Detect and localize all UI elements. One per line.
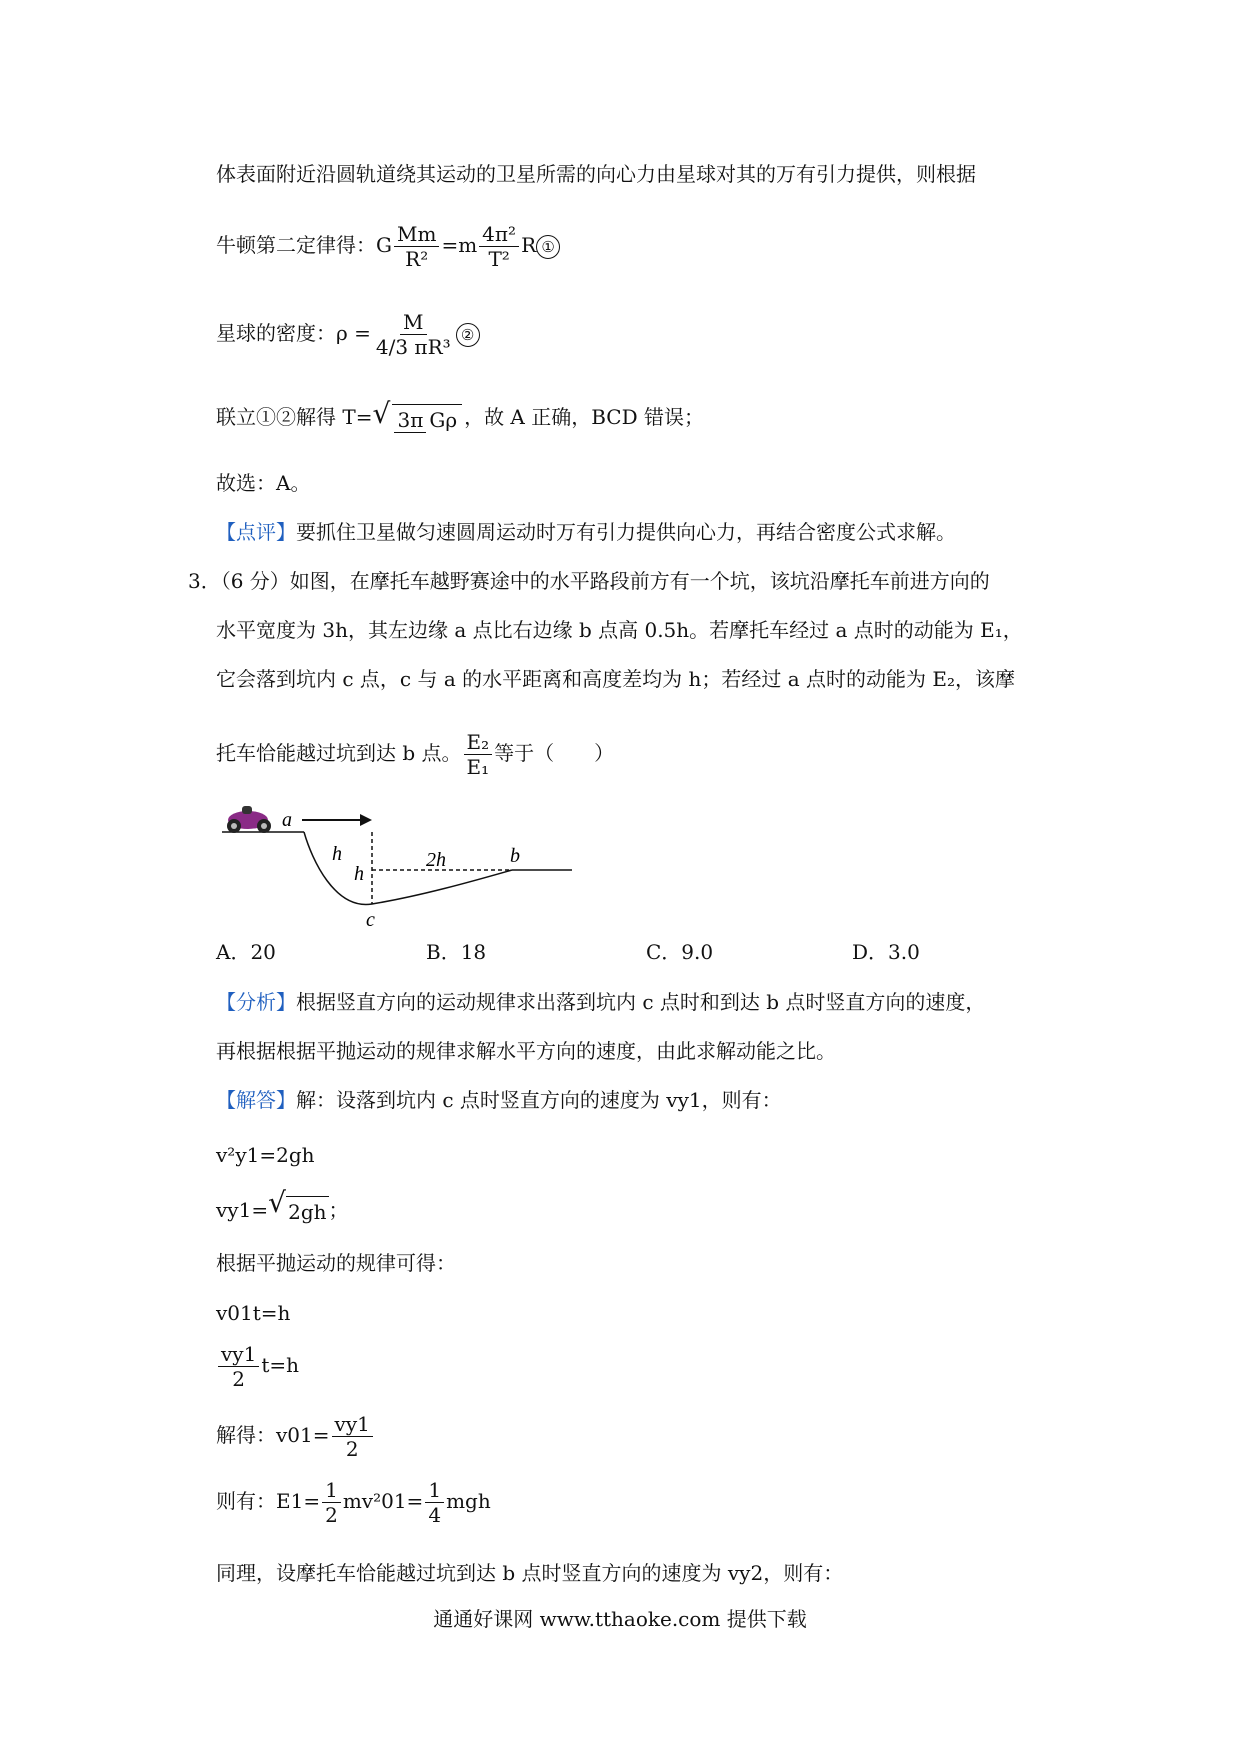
fraction: [373, 310, 454, 359]
equation-mid: =m: [441, 233, 478, 257]
equation-prefix: 则有：E1=: [216, 1489, 321, 1513]
label-c: c: [366, 909, 375, 930]
equation-suffix: t=h: [261, 1353, 300, 1377]
equation-prefix: 联立①②解得 T=: [216, 405, 373, 429]
fraction-denominator: Gρ: [429, 407, 458, 432]
fraction-numerator: 1: [322, 1478, 341, 1503]
text-line: 根据平抛运动的规律可得：: [216, 1251, 456, 1275]
fraction: [464, 730, 493, 779]
analysis-line: [216, 987, 985, 1017]
equation: v²y1=2gh: [216, 1143, 315, 1167]
option-d: D．3.0: [852, 940, 920, 964]
comment-line: [216, 517, 956, 547]
equation: [216, 1186, 349, 1227]
analysis-line: 再根据根据平抛运动的规律求解水平方向的速度，由此求解动能之比。: [216, 1039, 836, 1063]
option-b: B．18: [426, 940, 487, 964]
label-a: a: [282, 809, 292, 831]
analysis-tag: 【分析】: [216, 990, 296, 1014]
answer-text: 解：设落到坑内 c 点时竖直方向的速度为 vy1，则有：: [296, 1088, 782, 1112]
fraction-denominator: T²: [488, 247, 510, 271]
answer-tag: 【解答】: [216, 1088, 296, 1112]
circled-number: ①: [536, 235, 560, 259]
equation-prefix: 牛顿第二定律得：G: [216, 233, 392, 257]
comment-text: 要抓住卫星做匀速圆周运动时万有引力提供向心力，再结合密度公式求解。: [296, 520, 956, 544]
question-prefix: 托车恰能越过坑到达 b 点。: [216, 741, 462, 765]
fraction-denominator: 2: [325, 1503, 338, 1527]
equation-suffix: ；: [328, 1198, 349, 1222]
analysis-text: 根据竖直方向的运动规律求出落到坑内 c 点时和到达 b 点时竖直方向的速度，: [296, 990, 986, 1014]
fraction-numerator: vy1: [332, 1412, 373, 1437]
fraction-numerator: E₂: [464, 730, 493, 755]
label-2h: 2h: [426, 849, 446, 871]
equation-suffix: ，故 A 正确，BCD 错误；: [464, 405, 704, 429]
equation-newton: [216, 222, 560, 271]
fraction-denominator: E₁: [466, 755, 490, 779]
question-line: [216, 730, 614, 779]
equation: [216, 1342, 299, 1391]
fraction: [322, 1478, 341, 1527]
equation-prefix: 星球的密度：ρ =: [216, 321, 371, 345]
fraction-denominator: 2: [345, 1437, 359, 1461]
question-line: 3．（6 分）如图，在摩托车越野赛途中的水平路段前方有一个坑，该坑沿摩托车前进方向的: [188, 569, 990, 593]
sqrt-content: 2gh: [286, 1196, 328, 1227]
fraction: [218, 1342, 259, 1391]
fraction-denominator: 4/3 πR³: [375, 335, 451, 359]
fraction: [479, 222, 519, 271]
motorcycle-pit-figure: [220, 800, 580, 930]
fraction-numerator: 3π: [394, 408, 426, 433]
label-h-vertical: h: [354, 863, 364, 885]
fraction-numerator: vy1: [218, 1342, 259, 1367]
answer-line: [216, 1085, 782, 1115]
equation-suffix: mgh: [446, 1489, 491, 1513]
equation: v01t=h: [216, 1301, 291, 1325]
text-line: 故选：A。: [216, 471, 311, 495]
sqrt: √ 3π Gρ: [372, 403, 464, 435]
motorcycle-icon: [227, 806, 271, 833]
equation-suffix: R: [521, 233, 537, 257]
question-line: 它会落到坑内 c 点，c 与 a 的水平距离和高度差均为 h；若经过 a 点时的动能为 E₂，该摩: [216, 667, 1015, 691]
fraction: [394, 222, 439, 271]
equation: [216, 1478, 491, 1527]
equation-prefix: vy1=: [216, 1198, 269, 1222]
fraction-numerator: Mm: [394, 222, 439, 247]
label-b: b: [510, 845, 520, 867]
text-line: 体表面附近沿圆轨道绕其运动的卫星所需的向心力由星球对其的万有引力提供，则根据: [216, 162, 976, 186]
question-suffix: 等于（ ）: [494, 741, 615, 765]
question-line: 水平宽度为 3h，其左边缘 a 点比右边缘 b 点高 0.5h。若摩托车经过 a 点时的动能为 E₁，: [216, 618, 1023, 642]
equation-prefix: 解得：v01=: [216, 1423, 330, 1447]
equation: [216, 1412, 375, 1461]
sqrt: √ 2gh: [268, 1196, 328, 1227]
equation-mid: mv²01=: [342, 1489, 424, 1513]
option-c: C．9.0: [646, 940, 714, 964]
fraction: [425, 1478, 444, 1527]
circled-number: ②: [456, 323, 480, 347]
arrowhead: [360, 814, 372, 826]
fraction-numerator: M: [400, 310, 426, 335]
fraction-denominator: 4: [428, 1503, 442, 1527]
fraction-denominator: 2: [232, 1367, 246, 1391]
text-line: 同理，设摩托车恰能越过坑到达 b 点时竖直方向的速度为 vy2，则有：: [216, 1561, 844, 1585]
label-h-curve: h: [332, 843, 342, 865]
comment-tag: 【点评】: [216, 520, 296, 544]
equation-period: [216, 396, 704, 435]
page-footer: 通通好课网 www.tthaoke.com 提供下载: [433, 1607, 807, 1631]
fraction-numerator: 4π²: [479, 222, 519, 247]
fraction-numerator: 1: [425, 1478, 444, 1503]
equation-density: [216, 310, 480, 359]
option-a: A．20: [216, 940, 276, 964]
fraction-denominator: R²: [405, 247, 429, 271]
fraction: [332, 1412, 373, 1461]
